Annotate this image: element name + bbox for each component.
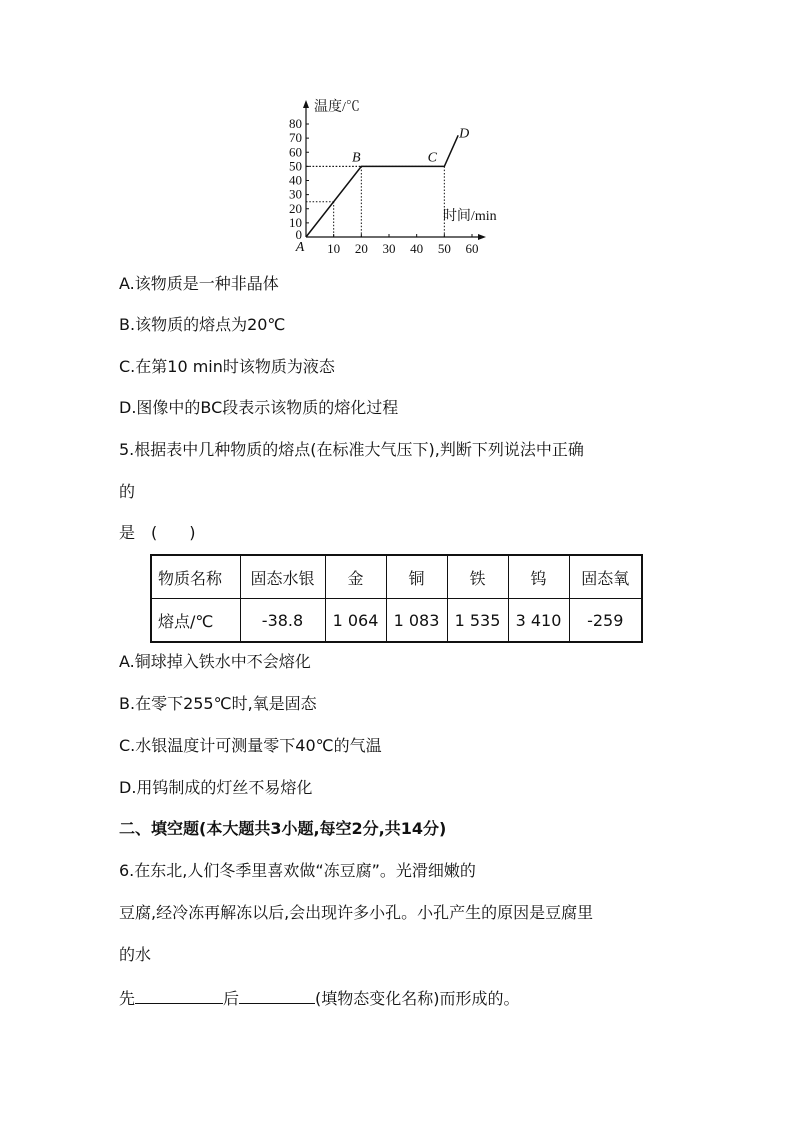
q4-option-c: C.在第10 min时该物质为液态 <box>119 357 335 376</box>
table-header-row <box>151 555 642 599</box>
x-tick-label: 20 <box>354 241 368 256</box>
x-tick-label: 30 <box>382 241 396 256</box>
y-axis-arrow <box>303 100 309 108</box>
q4-option-d: D.图像中的BC段表示该物质的熔化过程 <box>119 398 399 417</box>
q6-text-then: 后 <box>223 989 240 1008</box>
q4-option-a: A.该物质是一种非晶体 <box>119 274 279 293</box>
section-title: 二、填空题(本大题共3小题,每空2分,共14分) <box>119 819 447 838</box>
q5-stem-line3: 是 ( ) <box>119 523 196 542</box>
q5-option-b: B.在零下255℃时,氧是固态 <box>119 694 317 713</box>
point-label-c: C <box>427 150 438 166</box>
q4-option-b: B.该物质的熔点为20℃ <box>119 315 286 334</box>
q5-option-c: C.水银温度计可测量零下40℃的气温 <box>119 736 382 755</box>
q5-option-a: A.铜球掉入铁水中不会熔化 <box>119 652 311 671</box>
table-cell: 1 083 <box>386 599 447 643</box>
answer-blank-2[interactable] <box>239 987 315 1004</box>
table-cell: 铜 <box>386 555 447 599</box>
table-cell: 物质名称 <box>151 555 240 599</box>
table-cell: 3 410 <box>508 599 569 643</box>
y-tick-label: 50 <box>289 158 302 174</box>
q5-option-d: D.用钨制成的灯丝不易熔化 <box>119 778 313 797</box>
q5-stem-line2: 的 <box>119 482 136 501</box>
table-cell: 固态水银 <box>240 555 325 599</box>
table-cell: -38.8 <box>240 599 325 643</box>
table-cell: -259 <box>569 599 642 643</box>
q6-line1: 6.在东北,人们冬季里喜欢做“冻豆腐”。光滑细嫩的 <box>119 861 476 880</box>
y-tick-label: 40 <box>289 172 302 188</box>
q6-line3: 的水 <box>119 945 152 964</box>
q6-line2: 豆腐,经冷冻再解冻以后,会出现许多小孔。小孔产生的原因是豆腐里 <box>119 903 594 922</box>
table-cell: 金 <box>325 555 386 599</box>
origin-label: 0 <box>295 227 302 242</box>
y-tick-label: 60 <box>289 144 302 160</box>
table-cell: 铁 <box>447 555 508 599</box>
table-cell: 固态氧 <box>569 555 642 599</box>
point-label-a: A <box>295 240 305 255</box>
melting-curve-chart <box>275 92 535 262</box>
x-tick-label: 40 <box>410 241 424 256</box>
y-tick-label: 30 <box>289 186 302 202</box>
x-axis-arrow <box>478 234 486 240</box>
table-row <box>151 599 642 643</box>
table-cell: 钨 <box>508 555 569 599</box>
x-axis-title: 时间/min <box>442 209 497 224</box>
chart-svg <box>275 92 535 262</box>
x-tick-label: 60 <box>465 241 479 256</box>
q6-text-tail: (填物态变化名称)而形成的。 <box>315 989 520 1008</box>
x-tick-label: 10 <box>327 241 341 256</box>
q5-stem-line1: 5.根据表中几种物质的熔点(在标准大气压下),判断下列说法中正确 <box>119 440 584 459</box>
table-cell: 熔点/℃ <box>151 599 240 643</box>
table-cell: 1 064 <box>325 599 386 643</box>
y-tick-label: 20 <box>289 200 302 216</box>
melting-point-table <box>150 554 643 643</box>
y-axis-title: 温度/℃ <box>314 100 360 115</box>
y-tick-label: 70 <box>289 130 302 146</box>
point-label-d: D <box>459 126 470 142</box>
q6-text-first: 先 <box>119 989 136 1008</box>
y-tick-label: 80 <box>289 116 302 131</box>
q6-line4 <box>119 987 520 1009</box>
x-tick-label: 50 <box>437 241 451 256</box>
table-cell: 1 535 <box>447 599 508 643</box>
answer-blank-1[interactable] <box>135 987 223 1004</box>
point-label-b: B <box>352 150 361 166</box>
y-tick-label: 10 <box>289 214 302 230</box>
